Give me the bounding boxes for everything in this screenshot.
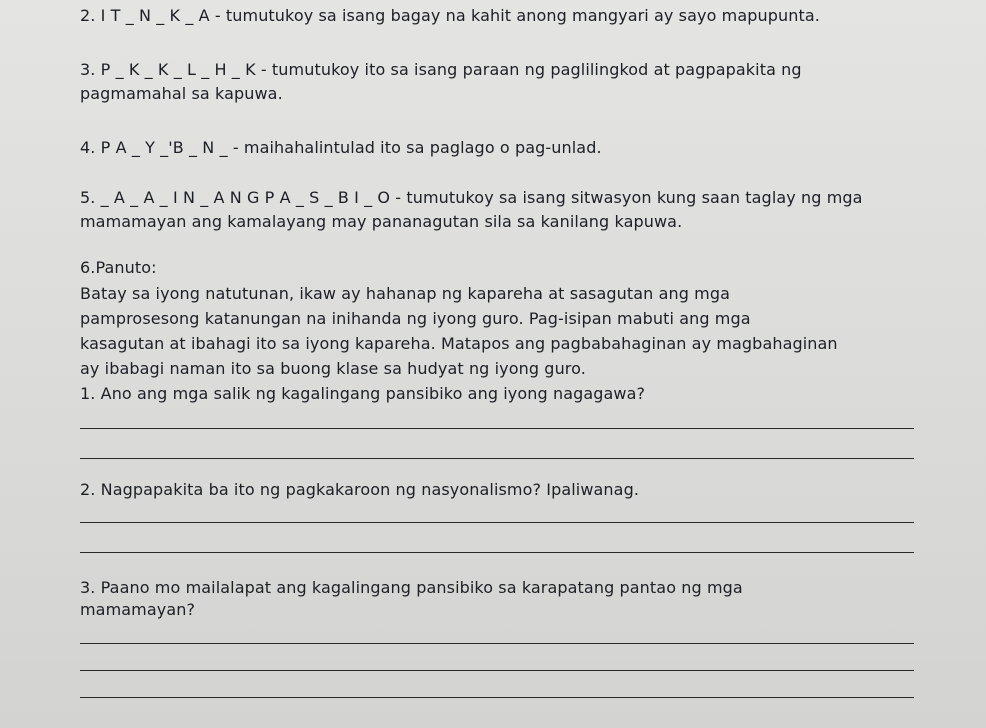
item-2-line: 2. I T _ N _ K _ A - tumutukoy sa isang bagay na kahit anong mangyari ay sayo mapupunta. <box>80 6 820 25</box>
item-3-line-1: 3. P _ K _ K _ L _ H _ K - tumutukoy ito sa isang paraan ng paglilingkod at pagpapakita ng <box>80 60 802 79</box>
item-5-line-2: mamamayan ang kamalayang may pananagutan sila sa kanilang kapuwa. <box>80 212 683 231</box>
instructions-line-2: pamprosesong katanungan na inihanda ng iyong guro. Pag-isipan mabuti ang mga <box>80 309 751 328</box>
answer-line[interactable] <box>80 697 914 698</box>
answer-line[interactable] <box>80 643 914 644</box>
instructions-heading: 6.Panuto: <box>80 258 157 277</box>
instructions-line-4: ay ibabagi naman ito sa buong klase sa hudyat ng iyong guro. <box>80 359 586 378</box>
item-4-line: 4. P A _ Y _'B _ N _ - maihahalintulad ito sa paglago o pag-unlad. <box>80 138 602 157</box>
question-3-line-1: 3. Paano mo mailalapat ang kagalingang pansibiko sa karapatang pantao ng mga <box>80 578 743 597</box>
answer-line[interactable] <box>80 552 914 553</box>
question-2: 2. Nagpapakita ba ito ng pagkakaroon ng nasyonalismo? Ipaliwanag. <box>80 480 640 499</box>
answer-line[interactable] <box>80 428 914 429</box>
instructions-line-3: kasagutan at ibahagi ito sa iyong kapareha. Matapos ang pagbabahaginan ay magbahaginan <box>80 334 838 353</box>
answer-line[interactable] <box>80 522 914 523</box>
item-5-line-1: 5. _ A _ A _ I N _ A N G P A _ S _ B I _ O - tumutukoy sa isang sitwasyon kung saan taglay ng mga <box>80 188 863 207</box>
item-3-line-2: pagmamahal sa kapuwa. <box>80 84 283 103</box>
instructions-line-1: Batay sa iyong natutunan, ikaw ay hahanap ng kapareha at sasagutan ang mga <box>80 284 731 303</box>
question-3-line-2: mamamayan? <box>80 600 196 619</box>
question-1: 1. Ano ang mga salik ng kagalingang pansibiko ang iyong nagagawa? <box>80 384 646 403</box>
answer-line[interactable] <box>80 458 914 459</box>
answer-line[interactable] <box>80 670 914 671</box>
